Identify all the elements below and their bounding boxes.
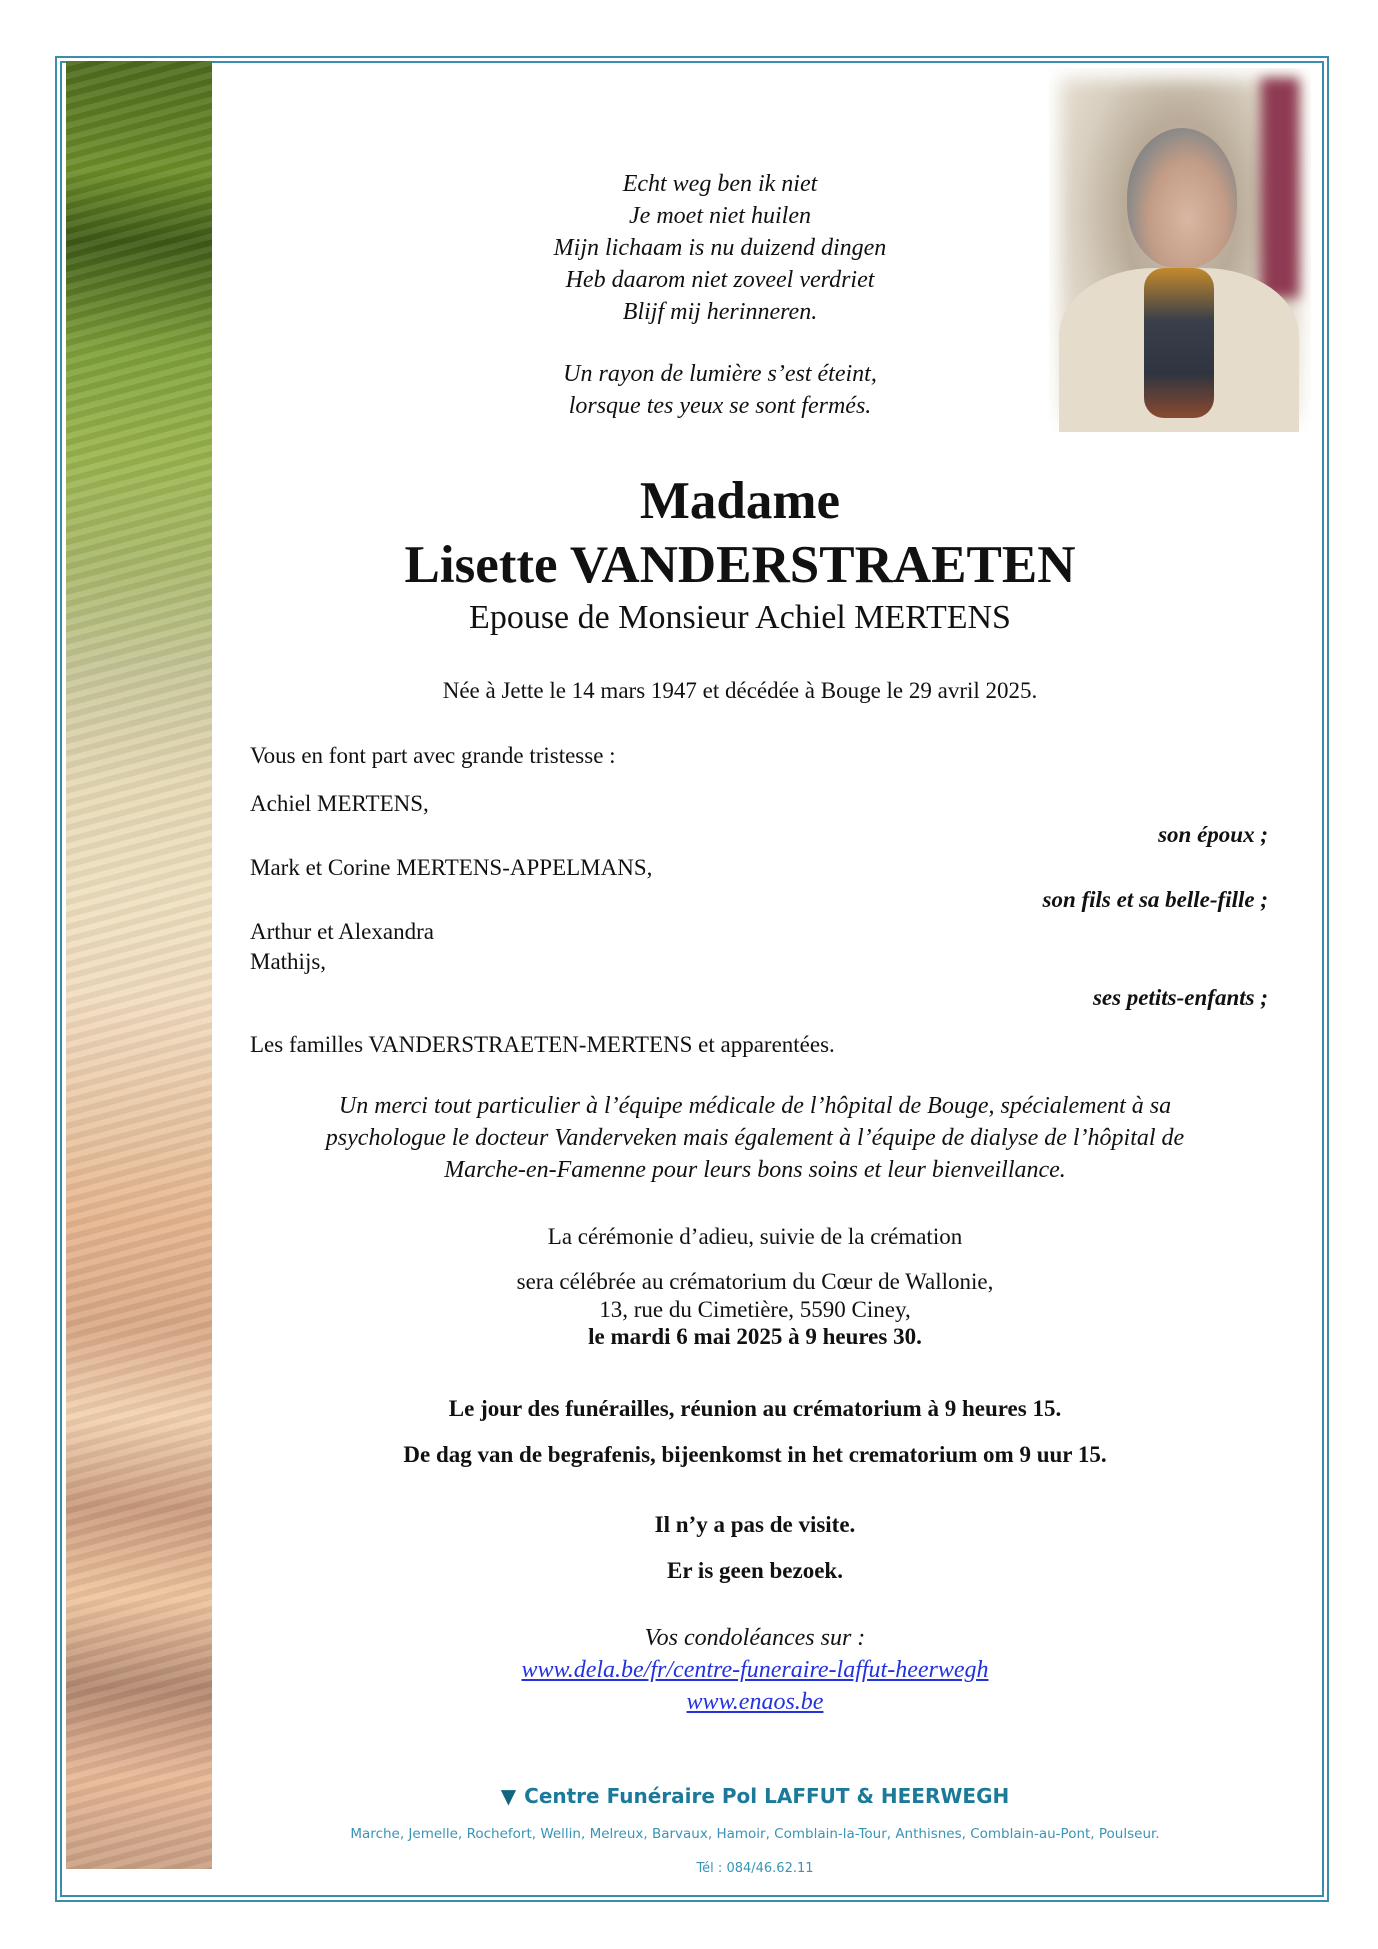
- poem-line: Blijf mij herinneren.: [622, 299, 818, 325]
- poem-line: Un rayon de lumière s’est éteint,: [563, 361, 877, 387]
- condolences: [250, 1622, 1260, 1718]
- thanks-line: psychologue le docteur Vanderveken mais également à l’équipe de dialyse de l’hôpital de: [325, 1125, 1185, 1151]
- triangle-down-icon: ▼: [500, 1784, 517, 1808]
- family-relation: son fils et sa belle-fille ;: [1042, 887, 1268, 912]
- deceased-name: Lisette VANDERSTRAETEN: [404, 536, 1076, 594]
- poem-line: Je moet niet huilen: [629, 203, 811, 229]
- spouse-line: Epouse de Monsieur Achiel MERTENS: [469, 599, 1011, 636]
- funeral-home-cities: Marche, Jemelle, Rochefort, Wellin, Melreux, Barvaux, Hamoir, Comblain-la-Tour, Anthisnes, Comblain-au-Pont, Poulseur.: [350, 1826, 1160, 1842]
- side-forest-photo: [66, 61, 212, 1869]
- visit-nl: Er is geen bezoek.: [667, 1558, 843, 1583]
- condolences-link-enaos[interactable]: www.enaos.be: [686, 1689, 824, 1715]
- funeral-home-label: Centre Funéraire Pol LAFFUT & HEERWEGH: [524, 1784, 1010, 1808]
- honorific: Madame: [639, 472, 841, 530]
- thanks-line: Un merci tout particulier à l’équipe médicale de l’hôpital de Bouge, spécialement à sa: [338, 1093, 1172, 1119]
- family-name: Arthur et Alexandra: [250, 919, 434, 944]
- funeral-home-phone: Tél : 084/46.62.11: [696, 1861, 814, 1876]
- families-line: Les familles VANDERSTRAETEN-MERTENS et apparentées.: [250, 1032, 835, 1057]
- ceremony-line: La cérémonie d’adieu, suivie de la crémation: [547, 1224, 963, 1249]
- family-name: Achiel MERTENS,: [250, 791, 429, 816]
- thanks-line: Marche-en-Famenne pour leurs bons soins et leur bienveillance.: [444, 1157, 1066, 1183]
- family-relation: ses petits-enfants ;: [1092, 985, 1268, 1010]
- portrait-head: [1127, 128, 1237, 268]
- poem-line: Echt weg ben ik niet: [622, 171, 818, 197]
- funeral-home-name: [250, 1782, 1260, 1810]
- birth-death-dates: Née à Jette le 14 mars 1947 et décédée à Bouge le 29 avril 2025.: [442, 678, 1038, 703]
- ceremony-line: sera célébrée au crématorium du Cœur de Wallonie,: [516, 1269, 994, 1294]
- condolences-link-dela[interactable]: www.dela.be/fr/centre-funeraire-laffut-heerwegh: [521, 1657, 989, 1683]
- portrait-photo: [1049, 68, 1311, 432]
- ceremony-address: 13, rue du Cimetière, 5590 Ciney,: [599, 1297, 911, 1322]
- poem-line: Heb daarom niet zoveel verdriet: [565, 267, 875, 293]
- announcement-intro: Vous en font part avec grande tristesse :: [250, 743, 616, 768]
- portrait-background-curtain: [1261, 78, 1299, 298]
- family-relation: son époux ;: [1158, 822, 1268, 847]
- visit-fr: Il n’y a pas de visite.: [654, 1512, 856, 1537]
- meeting-nl: De dag van de begrafenis, bijeenkomst in het crematorium om 9 uur 15.: [403, 1442, 1107, 1467]
- poem-line: Mijn lichaam is nu duizend dingen: [553, 235, 887, 261]
- condolences-label: Vos condoléances sur :: [644, 1625, 866, 1651]
- poem-line: lorsque tes yeux se sont fermés.: [568, 393, 872, 419]
- thanks-paragraph: [250, 1090, 1260, 1186]
- family-name: Mark et Corine MERTENS-APPELMANS,: [250, 855, 653, 880]
- ceremony-datetime: le mardi 6 mai 2025 à 9 heures 30.: [588, 1324, 922, 1349]
- family-name: Mathijs,: [250, 949, 327, 974]
- meeting-fr: Le jour des funérailles, réunion au crématorium à 9 heures 15.: [448, 1396, 1062, 1421]
- portrait-scarf: [1144, 268, 1214, 418]
- poem: [420, 168, 1020, 422]
